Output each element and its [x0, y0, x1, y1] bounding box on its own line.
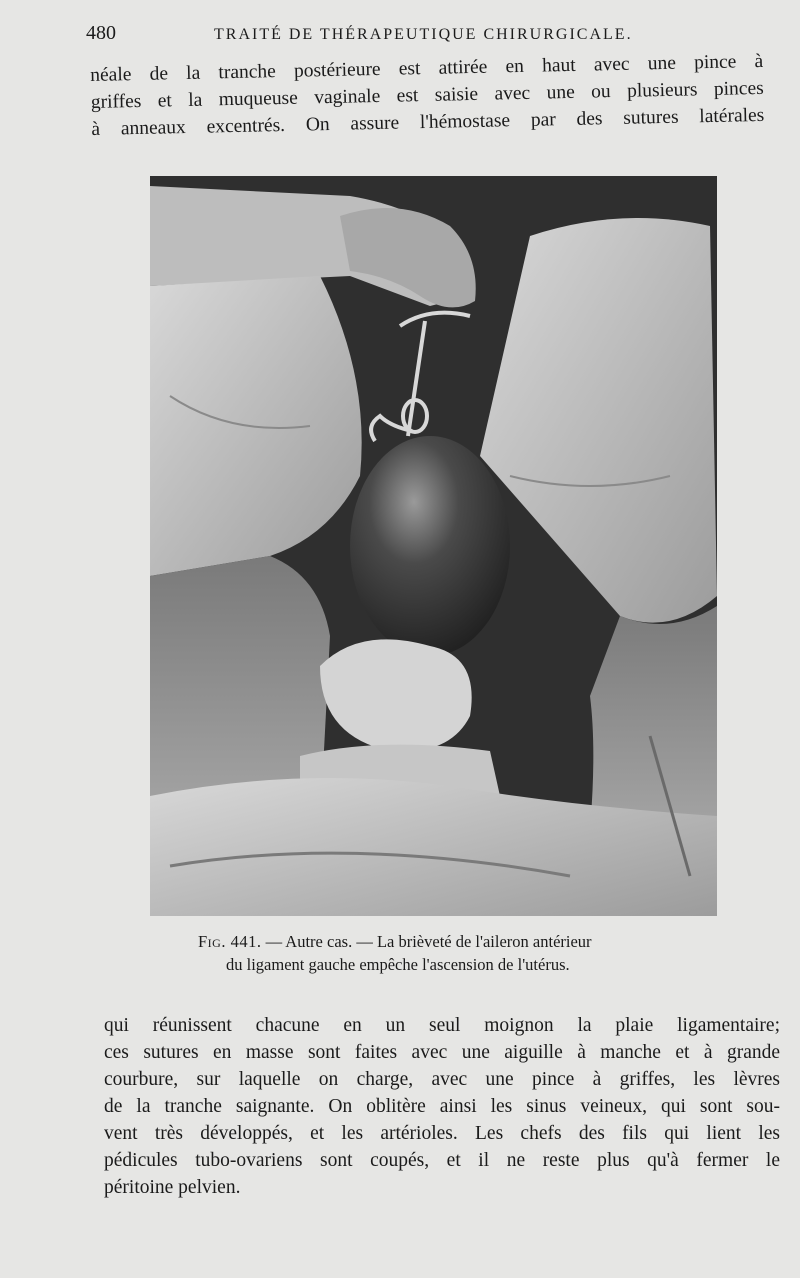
bottom-paragraph: [104, 1012, 780, 1201]
text-line: néale de la tranche postérieure est attirée en haut avec une pince à: [90, 50, 764, 86]
top-paragraph: [90, 48, 765, 143]
surgical-illustration: [150, 176, 717, 916]
text-line: griffes et la muqueuse vaginale est saisie avec une ou plusieurs pinces: [90, 77, 764, 113]
caption-line: du ligament gauche empêche l'ascension de l'utérus.: [226, 955, 570, 974]
running-title: TRAITÉ DE THÉRAPEUTIQUE CHIRURGICALE.: [214, 26, 633, 43]
page-number: 480: [86, 22, 116, 44]
text-line: à anneaux excentrés. On assure l'hémostase par des sutures latérales: [91, 104, 765, 140]
figure-caption: [190, 930, 710, 976]
text-line: de la tranche saignante. On oblitère ainsi les sinus veineux, qui sont sou-: [104, 1096, 780, 1117]
text-line: courbure, sur laquelle on charge, avec une pince à griffes, les lèvres: [104, 1069, 780, 1090]
illustration-drawing: [150, 176, 717, 916]
text-line: qui réunissent chacune en un seul moignon la plaie ligamentaire;: [104, 1015, 780, 1036]
text-line: pédicules tubo-ovariens sont coupés, et il ne reste plus qu'à fermer le: [104, 1150, 780, 1171]
caption-text: — Autre cas. — La brièveté de l'aileron antérieur: [265, 932, 592, 951]
caption-line: [190, 930, 710, 953]
figure-label: Fig. 441.: [198, 932, 262, 951]
text-line: ces sutures en masse sont faites avec une aiguille à manche et à grande: [104, 1042, 780, 1063]
page-header: [86, 22, 706, 45]
text-line: péritoine pelvien.: [104, 1177, 241, 1198]
text-line: vent très développés, et les artérioles. Les chefs des fils qui lient les: [104, 1123, 780, 1144]
